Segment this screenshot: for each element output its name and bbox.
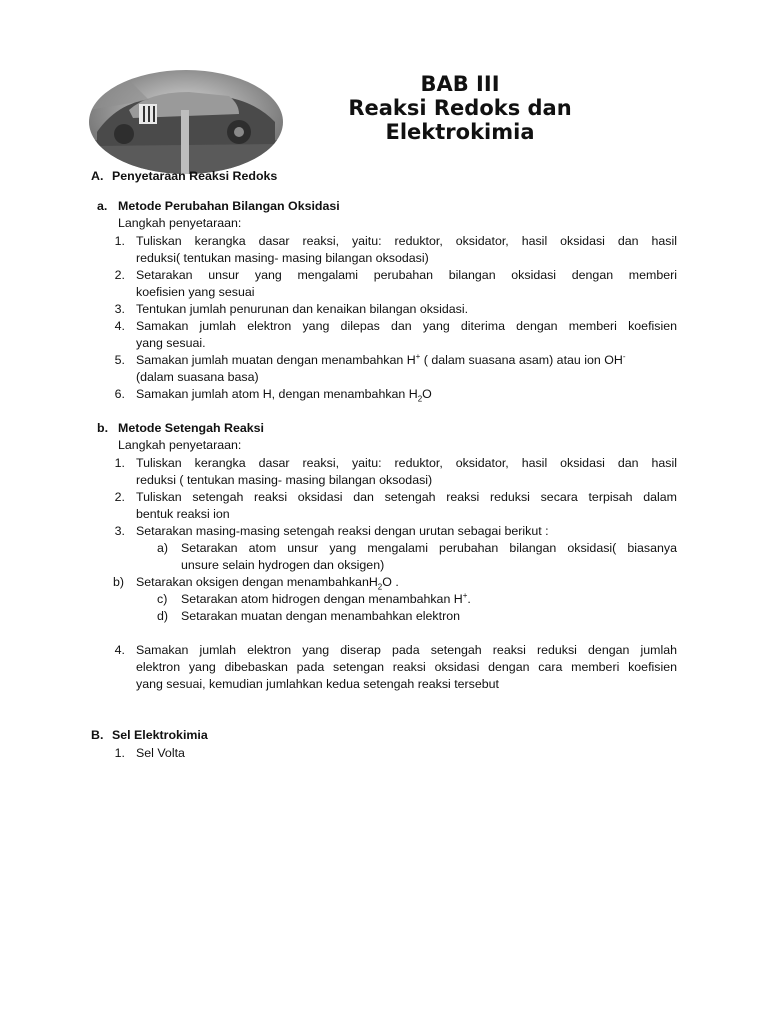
subsection-a-heading: Metode Perubahan Bilangan Oksidasi	[118, 199, 340, 213]
list-item: Setarakan masing-masing setengah reaksi dengan urutan sebagai berikut :	[136, 524, 549, 538]
title-line-2: Reaksi Redoks dan	[348, 96, 572, 120]
subsection-a-marker: a.	[97, 199, 108, 213]
list-item-cont: elektron yang dibebaskan pada setengan reaksi oksidasi dengan cara memberi koefisien	[136, 660, 677, 674]
list-item: Samakan jumlah elektron yang diserap pada setengah reaksi reduksi dengan jumlah	[136, 643, 677, 657]
list-item-cont: bentuk reaksi ion	[136, 507, 230, 521]
title-line-3: Elektrokimia	[385, 120, 535, 144]
list-number: 3.	[114, 524, 125, 538]
list-item: Setarakan unsur yang mengalami perubahan bilangan oksidasi dengan memberi	[136, 268, 677, 282]
section-b-heading: Sel Elektrokimia	[112, 728, 208, 742]
list-item-cont: yang sesuai, kemudian jumlahkan kedua setengah reaksi tersebut	[136, 677, 499, 691]
subsection-b-marker: b.	[97, 421, 109, 435]
list-item-cont: yang sesuai.	[136, 336, 206, 350]
list-item-cont: koefisien yang sesuai	[136, 285, 255, 299]
sublist-marker: c)	[157, 592, 168, 606]
list-number: 4.	[114, 319, 125, 333]
list-item: Samakan jumlah muatan dengan menambahkan H+ ( dalam suasana asam) atau ion OH-	[136, 351, 626, 367]
list-item-cont: reduksi ( tentukan masing- masing bilangan oksodasi)	[136, 473, 433, 487]
sublist-item: Setarakan atom unsur yang mengalami perubahan bilangan oksidasi( biasanya	[181, 541, 677, 555]
list-item: Tuliskan kerangka dasar reaksi, yaitu: reduktor, oksidator, hasil oksidasi dan hasil	[136, 234, 677, 248]
list-number: 1.	[114, 234, 125, 248]
sublist-item-cont: unsure selain hydrogen dan oksigen)	[181, 558, 385, 572]
sublist-item: Setarakan atom hidrogen dengan menambahkan H+.	[181, 590, 471, 606]
list-item: Samakan jumlah elektron yang dilepas dan yang diterima dengan memberi koefisien	[136, 319, 677, 333]
section-b-marker: B.	[91, 728, 104, 742]
sublist-marker: a)	[157, 541, 169, 555]
list-item-cont: reduksi( tentukan masing- masing bilangan oksodasi)	[136, 251, 429, 265]
list-item: Tentukan jumlah penurunan dan kenaikan bilangan oksidasi.	[136, 302, 469, 316]
list-item: Samakan jumlah atom H, dengan menambahkan $H_2O$	[136, 387, 432, 404]
list-number: 6.	[114, 387, 125, 401]
car-photo-icon	[89, 70, 283, 174]
document-title	[310, 72, 610, 144]
list-number: 2.	[114, 490, 125, 504]
sublist-item: Setarakan oksigen dengan menambahkanH$_2$O .	[136, 575, 399, 592]
sublist-marker: d)	[157, 609, 169, 623]
subsection-a-intro: Langkah penyetaraan:	[118, 216, 242, 230]
list-item: Tuliskan kerangka dasar reaksi, yaitu: reduktor, oksidator, hasil oksidasi dan hasil	[136, 456, 677, 470]
list-number: 5.	[114, 353, 125, 367]
list-number: 1.	[114, 746, 125, 760]
section-a-heading: Penyetaraan Reaksi Redoks	[112, 169, 278, 183]
list-item-cont: (dalam suasana basa)	[136, 370, 259, 384]
list-item: Sel Volta	[136, 746, 185, 760]
list-number: 3.	[114, 302, 125, 316]
list-number: 2.	[114, 268, 125, 282]
sublist-marker: b)	[113, 575, 125, 589]
subsection-b-intro: Langkah penyetaraan:	[118, 438, 242, 452]
subsection-b-heading: Metode Setengah Reaksi	[118, 421, 264, 435]
list-number: 1.	[114, 456, 125, 470]
list-number: 4.	[114, 643, 125, 657]
section-a-marker: A.	[91, 169, 104, 183]
list-item: Tuliskan setengah reaksi oksidasi dan setengah reaksi reduksi secara terpisah dalam	[136, 490, 677, 504]
title-line-1: BAB III	[420, 72, 500, 96]
sublist-item: Setarakan muatan dengan menambahkan elektron	[181, 609, 460, 623]
